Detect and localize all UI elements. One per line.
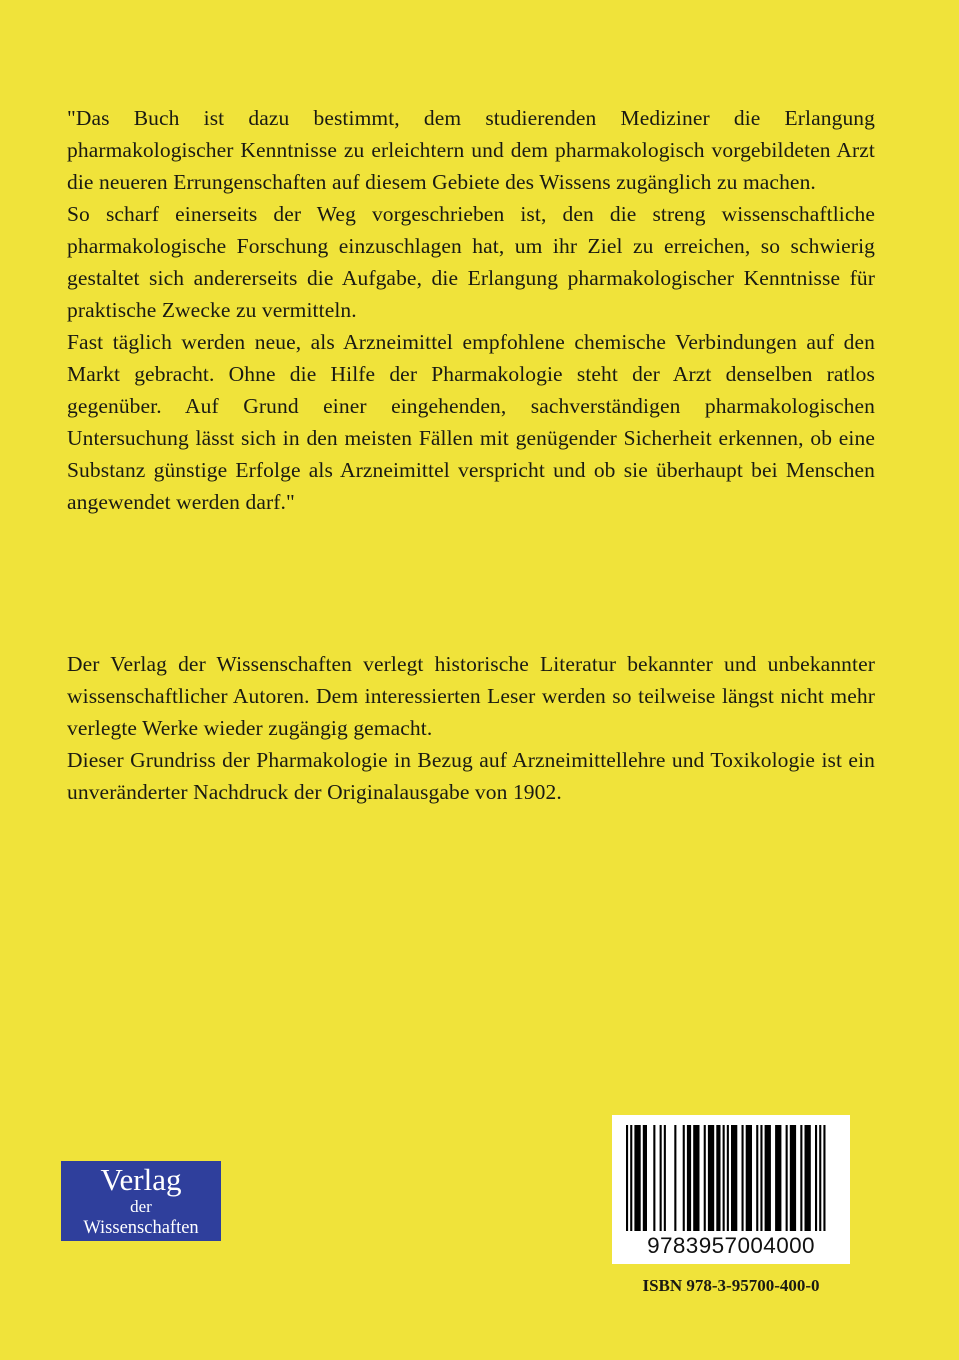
- barcode-bar-4: [653, 1125, 655, 1231]
- barcode-bar-12: [708, 1125, 714, 1231]
- barcode-bar-21: [765, 1125, 771, 1231]
- barcode-bar-26: [805, 1125, 811, 1231]
- barcode-bar-18: [746, 1125, 752, 1231]
- logo-line-der: der: [130, 1197, 152, 1216]
- back-cover-quote: [67, 102, 875, 518]
- barcode-bar-27: [815, 1125, 817, 1231]
- barcode-digits: 9783957004000: [647, 1233, 815, 1258]
- barcode-bar-2: [634, 1125, 640, 1231]
- barcode-bar-23: [786, 1125, 788, 1231]
- isbn-number: ISBN 978-3-95700-400-0: [642, 1276, 820, 1295]
- logo-line-wissenschaften: Wissenschaften: [83, 1218, 199, 1238]
- barcode-bar-10: [693, 1125, 699, 1231]
- barcode-bar-15: [727, 1125, 729, 1231]
- barcode-bar-16: [731, 1125, 737, 1231]
- barcode-bar-20: [760, 1125, 762, 1231]
- barcode-bar-25: [800, 1125, 802, 1231]
- publisher-paragraph-1: Der Verlag der Wissenschaften verlegt historische Literatur bekannter und unbekannter wissenschaftlicher Autoren. Dem interessierten Leser werden so teilweise längst nicht mehr verlegte Werke wieder zugängig gemacht.: [67, 652, 875, 740]
- barcode-bar-8: [683, 1125, 685, 1231]
- barcode-bar-13: [716, 1125, 720, 1231]
- barcode-bar-1: [630, 1125, 632, 1231]
- barcode-bar-22: [775, 1125, 781, 1231]
- publisher-note: [67, 648, 875, 808]
- barcode-bar-5: [660, 1125, 662, 1231]
- barcode-bars: [612, 1115, 850, 1233]
- barcode-bar-11: [704, 1125, 706, 1231]
- quote-paragraph-3: Fast täglich werden neue, als Arzneimittel empfohlene chemische Verbindungen auf den Markt gebracht. Ohne die Hilfe der Pharmakologie steht der Arzt denselben ratlos gegenüber. Auf Grund einer eingehenden, sachverständigen pharmakologischen Untersuchung lässt sich in den meisten Fällen mit genügender Sicherheit erkennen, ob eine Substanz günstige Erfolge als Arzneimittel verspricht und ob sie überhaupt bei Menschen angewendet werden darf.": [67, 330, 875, 514]
- barcode: [612, 1115, 850, 1264]
- barcode-bar-29: [823, 1125, 825, 1231]
- barcode-bar-19: [756, 1125, 758, 1231]
- quote-paragraph-1: "Das Buch ist dazu bestimmt, dem studierenden Mediziner die Erlangung pharmakologischer Kenntnisse zu erleichtern und dem pharmakologisch vorgebildeten Arzt die neueren Errungenschaften auf diesem Gebiete des Wissens zugänglich zu machen.: [67, 106, 875, 194]
- barcode-bar-3: [643, 1125, 647, 1231]
- logo-line-verlag: Verlag: [100, 1162, 182, 1197]
- barcode-bar-28: [819, 1125, 821, 1231]
- barcode-bar-17: [742, 1125, 744, 1231]
- barcode-bar-0: [626, 1125, 628, 1231]
- quote-paragraph-2: So scharf einerseits der Weg vorgeschrieben ist, den die streng wissenschaftliche pharmakologische Forschung einzuschlagen hat, um ihr Ziel zu erreichen, so schwierig gestaltet sich andererseits die Aufgabe, die Erlangung pharmakologischer Kenntnisse für praktische Zwecke zu vermitteln.: [67, 202, 875, 322]
- publisher-logo: [61, 1161, 221, 1241]
- barcode-bar-6: [664, 1125, 666, 1231]
- publisher-paragraph-2: Dieser Grundriss der Pharmakologie in Bezug auf Arzneimittellehre und Toxikologie ist ein unveränderter Nachdruck der Originalausgabe von 1902.: [67, 748, 875, 804]
- barcode-bar-7: [674, 1125, 676, 1231]
- barcode-bar-9: [687, 1125, 691, 1231]
- barcode-bar-14: [723, 1125, 725, 1231]
- barcode-bar-24: [790, 1125, 796, 1231]
